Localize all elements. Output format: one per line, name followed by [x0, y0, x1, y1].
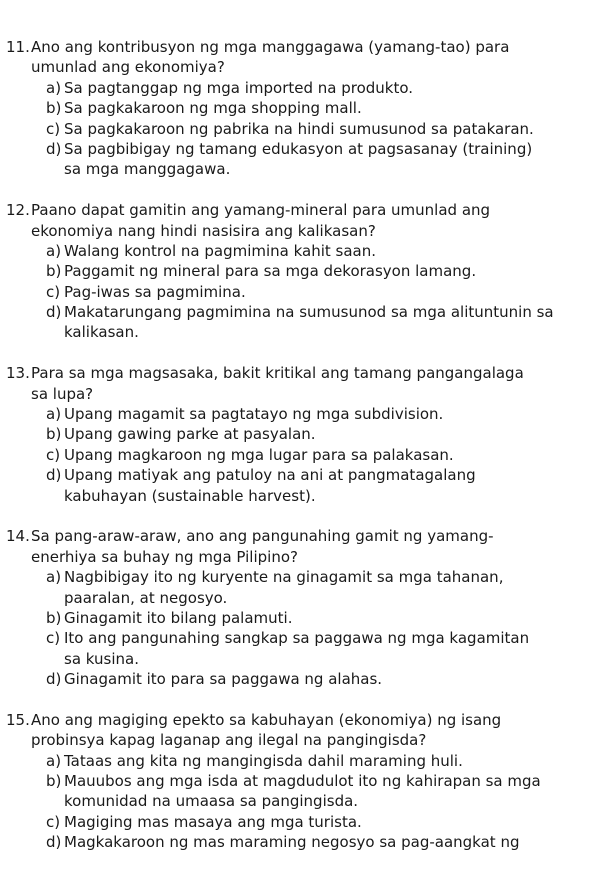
question-item [0, 200, 609, 343]
option-label: b) [46, 99, 62, 118]
option-text-line [0, 159, 609, 179]
option-label: d) [46, 833, 62, 852]
option-text-line [0, 649, 609, 669]
option-text-line [0, 424, 609, 444]
option-text-line [0, 465, 609, 485]
option-text-line [0, 302, 609, 322]
answer-option [0, 119, 609, 139]
question-text-line [0, 547, 609, 567]
option-text: Upang magamit sa pagtatayo ng mga subdivision. [64, 405, 444, 424]
answer-option [0, 282, 609, 302]
option-text-line [0, 322, 609, 342]
option-text-line [0, 404, 609, 424]
option-label: b) [46, 608, 62, 627]
option-text: Upang gawing parke at pasyalan. [64, 425, 316, 444]
answer-option [0, 771, 609, 812]
question-text-line [0, 363, 609, 383]
answer-option [0, 98, 609, 118]
option-text: Nagbibigay ito ng kuryente na ginagamit sa mga tahanan, [64, 568, 504, 587]
option-label: c) [46, 282, 61, 301]
question-text: enerhiya sa buhay ng mga Pilipino? [31, 547, 298, 566]
option-text: Makatarungang pagmimina na sumusunod sa mga alituntunin sa [64, 303, 554, 322]
question-item [0, 526, 609, 689]
question-text-line [0, 730, 609, 750]
option-text: paaralan, at negosyo. [64, 588, 228, 607]
question-text-line [0, 200, 609, 220]
option-text: komunidad na umaasa sa pangingisda. [64, 792, 359, 811]
answer-option [0, 465, 609, 506]
option-text: Paggamit ng mineral para sa mga dekorasyon lamang. [64, 262, 477, 281]
option-text: Sa pagkakaroon ng mga shopping mall. [64, 99, 362, 118]
option-text-line [0, 139, 609, 159]
option-label: d) [46, 466, 62, 485]
option-text-line [0, 751, 609, 771]
option-text: Magiging mas masaya ang mga turista. [64, 812, 362, 831]
option-label: a) [46, 405, 62, 424]
question-text: probinsya kapag laganap ang ilegal na pangingisda? [31, 731, 427, 750]
answer-option [0, 628, 609, 669]
question-number: 13. [6, 364, 30, 383]
answer-option [0, 445, 609, 465]
option-label: d) [46, 139, 62, 158]
option-text: Ginagamit ito bilang palamuti. [64, 608, 293, 627]
question-text-line [0, 57, 609, 77]
option-text-line [0, 791, 609, 811]
option-label: d) [46, 670, 62, 689]
option-text: Mauubos ang mga isda at magdudulot ito ng kahirapan sa mga [64, 772, 541, 791]
answer-option [0, 78, 609, 98]
option-label: c) [46, 445, 61, 464]
option-text-line [0, 486, 609, 506]
answer-option [0, 832, 609, 852]
option-text: Sa pagkakaroon ng pabrika na hindi sumusunod sa patakaran. [64, 119, 534, 138]
option-text-line [0, 771, 609, 791]
option-label: c) [46, 629, 61, 648]
question-text: sa lupa? [31, 384, 94, 403]
question-number: 12. [6, 201, 30, 220]
answer-option [0, 567, 609, 608]
option-label: c) [46, 119, 61, 138]
option-text: Ito ang pangunahing sangkap sa paggawa ng mga kagamitan [64, 629, 530, 648]
question-text: Paano dapat gamitin ang yamang-mineral para umunlad ang [31, 201, 491, 220]
option-text-line [0, 832, 609, 852]
question-item [0, 37, 609, 180]
option-text-line [0, 241, 609, 261]
question-text: ekonomiya nang hindi nasisira ang kalikasan? [31, 221, 376, 240]
question-text: umunlad ang ekonomiya? [31, 58, 225, 77]
question-number: 14. [6, 527, 30, 546]
option-label: b) [46, 262, 62, 281]
question-number: 15. [6, 710, 30, 729]
option-text-line [0, 628, 609, 648]
question-number: 11. [6, 38, 30, 56]
option-text: Walang kontrol na pagmimina kahit saan. [64, 241, 377, 260]
option-text: Tataas ang kita ng mangingisda dahil maraming huli. [64, 751, 463, 770]
option-label: d) [46, 303, 62, 322]
question-text: Para sa mga magsasaka, bakit kritikal ang tamang pangangalaga [31, 364, 524, 383]
answer-option [0, 812, 609, 832]
option-text-line [0, 669, 609, 689]
answer-option [0, 424, 609, 444]
option-text-line [0, 445, 609, 465]
answer-option [0, 608, 609, 628]
option-text: sa kusina. [64, 649, 139, 668]
answer-option [0, 751, 609, 771]
option-text: Upang magkaroon ng mga lugar para sa palakasan. [64, 445, 454, 464]
question-text-line [0, 526, 609, 546]
answer-option [0, 139, 609, 180]
question-text-line [0, 384, 609, 404]
question-text: Ano ang magiging epekto sa kabuhayan (ekonomiya) ng isang [31, 710, 502, 729]
option-text: Ginagamit ito para sa paggawa ng alahas. [64, 670, 383, 689]
quiz-document [0, 37, 609, 873]
answer-option [0, 241, 609, 261]
question-text-line [0, 221, 609, 241]
option-text: kabuhayan (sustainable harvest). [64, 486, 316, 505]
option-text: Upang matiyak ang patuloy na ani at pangmatagalang [64, 466, 476, 485]
option-label: b) [46, 772, 62, 791]
option-label: a) [46, 78, 62, 97]
option-label: a) [46, 751, 62, 770]
option-text-line [0, 78, 609, 98]
question-item [0, 363, 609, 506]
option-text-line [0, 98, 609, 118]
answer-option [0, 669, 609, 689]
question-text: Ano ang kontribusyon ng mga manggagawa (yamang-tao) para [31, 38, 510, 56]
answer-option [0, 302, 609, 343]
question-text-line [0, 37, 609, 57]
answer-option [0, 404, 609, 424]
option-text-line [0, 119, 609, 139]
option-text-line [0, 608, 609, 628]
question-item [0, 710, 609, 853]
option-text-line [0, 261, 609, 281]
option-label: c) [46, 812, 61, 831]
option-label: a) [46, 241, 62, 260]
option-label: b) [46, 425, 62, 444]
option-text: Sa pagtanggap ng mga imported na produkto. [64, 78, 414, 97]
option-text-line [0, 812, 609, 832]
option-label: a) [46, 568, 62, 587]
question-text: Sa pang-araw-araw, ano ang pangunahing gamit ng yamang- [31, 527, 494, 546]
option-text: kalikasan. [64, 323, 139, 342]
option-text: Sa pagbibigay ng tamang edukasyon at pagsasanay (training) [64, 139, 533, 158]
option-text: Pag-iwas sa pagmimina. [64, 282, 246, 301]
option-text: sa mga manggagawa. [64, 160, 231, 179]
answer-option [0, 261, 609, 281]
option-text: Magkakaroon ng mas maraming negosyo sa pag-aangkat ng [64, 833, 520, 852]
question-text-line [0, 710, 609, 730]
option-text-line [0, 588, 609, 608]
option-text-line [0, 567, 609, 587]
option-text-line [0, 282, 609, 302]
